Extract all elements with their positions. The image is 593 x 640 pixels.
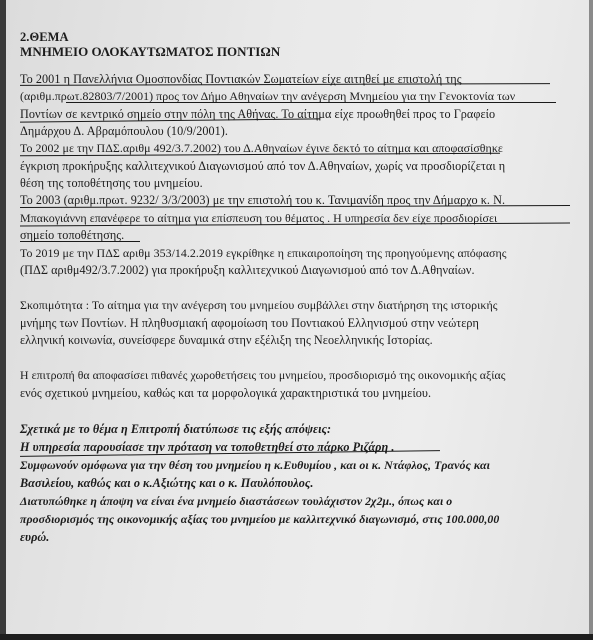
- text-line: Το 2003 (αριθμ.πρωτ. 9232/ 3/3/2003) με την επιστολή του κ. Τανιμανίδη προς την Δήμαρχο κ. Ν.: [20, 193, 506, 207]
- text-line: Βασιλείου, καθώς και ο κ.Αξιώτης και ο κ. Παυλόπουλος.: [20, 476, 314, 490]
- text-line: σημείο τοποθέτησης.: [20, 228, 125, 242]
- text-line: Μπακογιάννη επανέφερε το αίτημα για επίσπευση του θέματος . Η υπηρεσία δεν είχε προσδιορίσει: [20, 211, 498, 225]
- text-line: ευρώ.: [20, 530, 50, 544]
- document-title: ΜΝΗΜΕΙΟ ΟΛΟΚΑΥΤΩΜΑΤΟΣ ΠΟΝΤΙΩΝ: [20, 44, 281, 59]
- document-page: [6, 0, 589, 634]
- text-line: (αριθμ.πρωτ.82803/7/2001) προς τον Δήμο Αθηναίων την ανέγερση Μνημείου για την Γενοκτονία των: [20, 89, 516, 103]
- handwritten-underline: [66, 102, 556, 103]
- text-line: Δημάρχου Δ. Αβραμόπουλου (10/9/2001).: [20, 124, 229, 138]
- text-line: ελληνική κοινωνία, συνείσφερε δυναμικά στην εξέλιξη της Νεοελληνικής Ιστορίας.: [20, 333, 433, 347]
- text-line: θέση της τοποθέτησης του μνημείου.: [20, 176, 203, 190]
- text-line: Το 2002 με την ΠΔΣ.αριθμ 492/3.7.2002) του Δ.Αθηναίων έγινε δεκτό το αίτημα και αποφασίσθηκε: [20, 141, 503, 155]
- handwritten-underline: [20, 241, 140, 242]
- scan-edge-bottom: [0, 634, 593, 640]
- text-line: Η επιτροπή θα αποφασίσει πιθανές χωροθετήσεις του μνημείου, προσδιορισμό της οικονομικής αξίας: [20, 368, 506, 382]
- text-line: Η υπηρεσία παρουσίασε την πρόταση να τοποθετηθεί στο πάρκο Ριζάρη .: [20, 440, 395, 454]
- text-line: Συμφωνούν ομόφωνα για την θέση του μνημείου η κ.Ευθυμίου , και οι κ. Ντάφλος, Τρανός και: [20, 458, 490, 472]
- section-number: 2.ΘΕΜΑ: [20, 30, 69, 44]
- text-line: μνήμης των Ποντίων. Η πληθυσμιακή αφομοίωση του Ποντιακού Ελληνισμού στην νεώτερη: [20, 316, 479, 330]
- text-line: (ΠΔΣ αριθμ492/3.7.2002) για προκήρυξη καλλιτεχνικού Διαγωνισμού από τον Δ.Αθηναίων.: [20, 263, 475, 277]
- text-line: Σχετικά με το θέμα η Επιτροπή διατύπωσε τις εξής απόψεις:: [20, 422, 332, 436]
- text-line: Ποντίων σε κεντρικό σημείο στην πόλη της Αθήνας. Το αίτημα είχε προωθηθεί προς το Γραφείο: [20, 107, 496, 121]
- text-line: Το 2019 με την ΠΔΣ αριθμ 353/14.2.2019 εγκρίθηκε η επικαιροποίηση της προηγούμενης απόφασης: [20, 246, 507, 260]
- scan-edge-right: [589, 0, 593, 640]
- text-line: Σκοπιμότητα : Το αίτημα για την ανέγερση του μνημείου συμβάλλει στην διατήρηση της ιστορικής: [20, 298, 498, 312]
- text-line: Διατυπώθηκε η άποψη να είναι ένα μνημείο διαστάσεων τουλάχιστον 2χ2μ., όπως και ο: [20, 494, 453, 508]
- text-line: έγκριση προκήρυξης καλλιτεχνικού Διαγωνισμού από τον Δ.Αθηναίων, χωρίς να προσδιορίζεται η: [20, 159, 506, 173]
- text-line: προσδιορισμός της οικονομικής αξίας του μνημείου με καλλιτεχνικό διαγωνισμό, στις 100.000,00: [20, 512, 500, 526]
- text-line: ενός σχετικού μνημείου, καθώς και τα μορφολογικά χαρακτηριστικά του μνημείου.: [20, 386, 432, 400]
- text-line: Το 2001 η Πανελλήνια Ομοσπονδίας Ποντιακών Σωματείων είχε αιτηθεί με επιστολή της: [20, 72, 462, 86]
